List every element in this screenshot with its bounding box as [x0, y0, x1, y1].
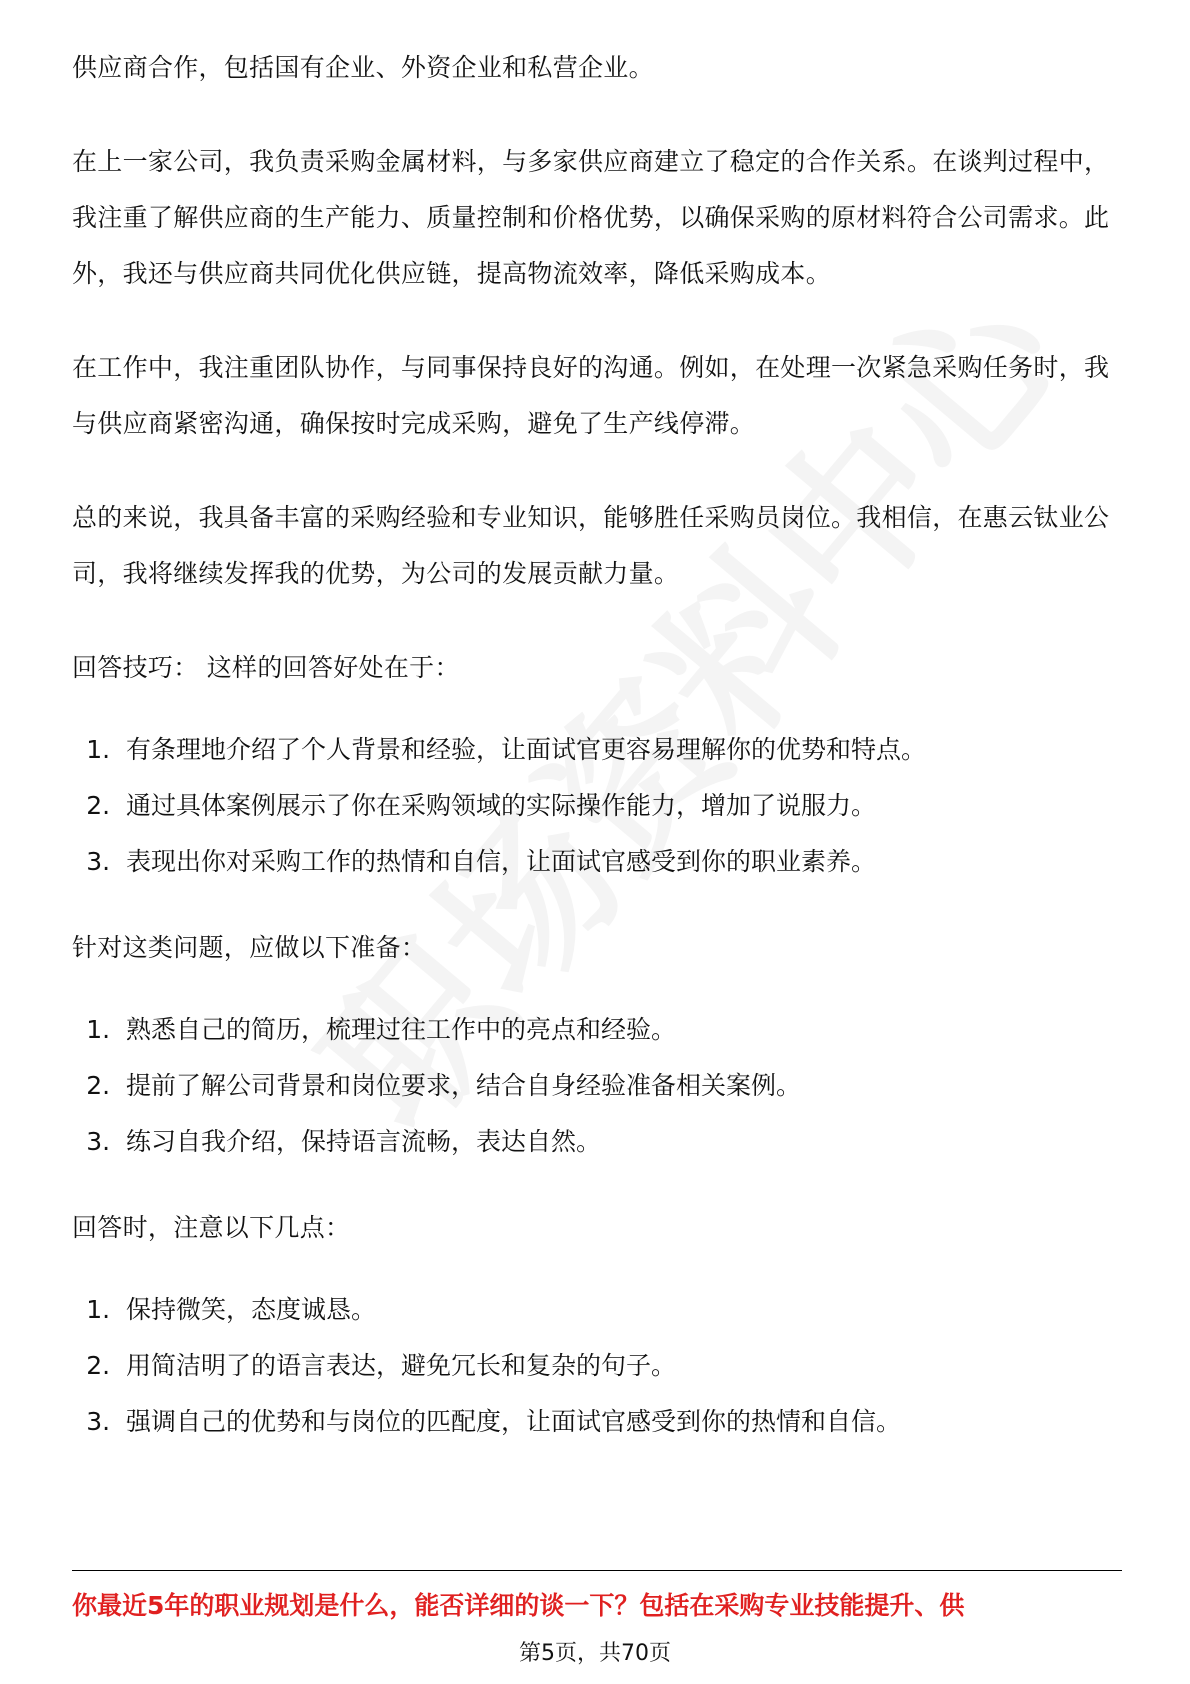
page-number: 第5页，共70页 — [519, 1641, 671, 1666]
list-item: 3. 练习自我介绍，保持语言流畅，表达自然。 — [118, 1114, 1122, 1170]
list-item: 1. 熟悉自己的简历，梳理过往工作中的亮点和经验。 — [118, 1002, 1122, 1058]
footer-divider — [72, 1570, 1122, 1571]
paragraph: 供应商合作，包括国有企业、外资企业和私营企业。 — [72, 53, 654, 82]
list-item: 2. 用简洁明了的语言表达，避免冗长和复杂的句子。 — [118, 1338, 1122, 1394]
list-item: 3. 强调自己的优势和与岗位的匹配度，让面试官感受到你的热情和自信。 — [118, 1394, 1122, 1450]
numbered-list — [72, 1002, 1122, 1170]
list-item: 2. 提前了解公司背景和岗位要求，结合自身经验准备相关案例。 — [118, 1058, 1122, 1114]
document-body — [72, 40, 1122, 1480]
list-item: 1. 有条理地介绍了个人背景和经验，让面试官更容易理解你的优势和特点。 — [118, 722, 1122, 778]
list-item: 3. 表现出你对采购工作的热情和自信，让面试官感受到你的职业素养。 — [118, 834, 1122, 890]
list-item: 2. 通过具体案例展示了你在采购领域的实际操作能力，增加了说服力。 — [118, 778, 1122, 834]
paragraph: 在上一家公司，我负责采购金属材料，与多家供应商建立了稳定的合作关系。在谈判过程中，我注重了解供应商的生产能力、质量控制和价格优势，以确保采购的原材料符合公司需求。此外，我还与供应商共同优化供应链，提高物流效率，降低采购成本。 — [72, 147, 1110, 288]
next-question-preview: 你最近5年的职业规划是什么，能否详细的谈一下？包括在采购专业技能提升、供 — [72, 1591, 965, 1620]
list-item: 1. 保持微笑，态度诚恳。 — [118, 1282, 1122, 1338]
paragraph: 在工作中，我注重团队协作，与同事保持良好的沟通。例如，在处理一次紧急采购任务时，我与供应商紧密沟通，确保按时完成采购，避免了生产线停滞。 — [72, 353, 1110, 438]
numbered-list — [72, 722, 1122, 890]
numbered-list — [72, 1282, 1122, 1450]
paragraph: 回答时，注意以下几点： — [72, 1213, 351, 1242]
paragraph: 针对这类问题，应做以下准备： — [72, 933, 427, 962]
paragraph: 总的来说，我具备丰富的采购经验和专业知识，能够胜任采购员岗位。我相信，在惠云钛业公司，我将继续发挥我的优势，为公司的发展贡献力量。 — [72, 503, 1110, 588]
paragraph: 回答技巧： 这样的回答好处在于： — [72, 653, 460, 682]
